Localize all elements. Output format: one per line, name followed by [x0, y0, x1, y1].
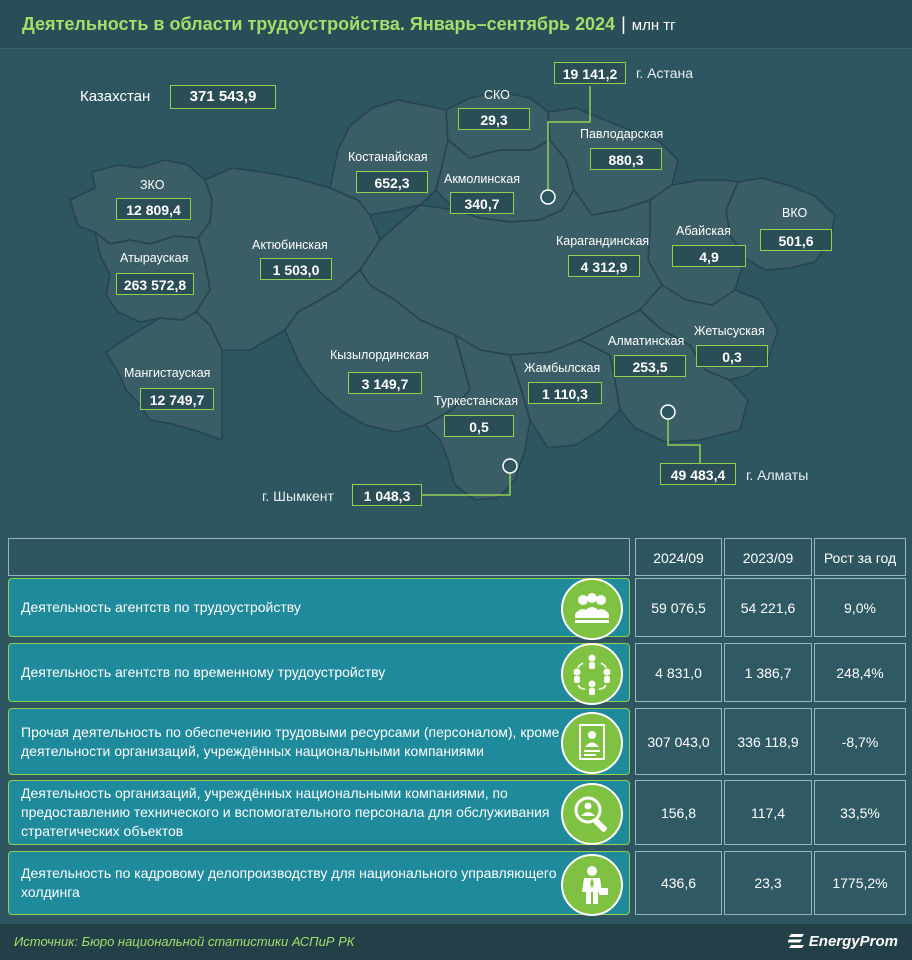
region-value-mangistau: 12 749,7: [140, 388, 214, 410]
title-unit: млн тг: [631, 17, 676, 34]
cell-growth: 9,0%: [814, 578, 906, 637]
region-label-aktobe: Актюбинская: [252, 238, 328, 252]
region-value-almaty-obl: 253,5: [614, 355, 686, 377]
region-label-akmola: Акмолинская: [444, 172, 520, 186]
astana-marker: [541, 190, 555, 204]
header: [0, 0, 912, 49]
page-title: [22, 14, 676, 35]
row-label-text: Деятельность агентств по временному трудоустройству: [21, 664, 386, 680]
cell-growth: 33,5%: [814, 780, 906, 845]
brand-logo: [788, 933, 898, 953]
source-text: Источник: Бюро национальной статистики АСПиР РК: [14, 934, 355, 949]
region-label-pavlodar: Павлодарская: [580, 127, 664, 141]
title-separator: |: [621, 14, 626, 34]
total-value: 371 543,9: [170, 85, 276, 109]
region-value-kyzylorda: 3 149,7: [348, 372, 422, 394]
column-header-growth: Рост за год: [814, 538, 906, 576]
cell-2023: 54 221,6: [724, 578, 812, 637]
table-row-label: [8, 578, 630, 637]
region-label-turkestan: Туркестанская: [434, 394, 518, 408]
cell-2024: 4 831,0: [635, 643, 722, 702]
cell-2024: 156,8: [635, 780, 722, 845]
region-label-almaty-obl: Алматинская: [608, 334, 685, 348]
region-value-pavlodar: 880,3: [590, 148, 662, 170]
column-header-2024: 2024/09: [635, 538, 722, 576]
region-label-abay: Абайская: [676, 224, 731, 238]
cell-growth: -8,7%: [814, 708, 906, 775]
table-row-label: [8, 851, 630, 915]
row-label-text: Деятельность по кадровому делопроизводству для национального управляющего холдинга: [21, 865, 557, 900]
cell-growth: 248,4%: [814, 643, 906, 702]
table-row-label: [8, 708, 630, 775]
city-value-astana: 19 141,2: [554, 62, 626, 84]
table-row-label: [8, 643, 630, 702]
cell-2024: 436,6: [635, 851, 722, 915]
city-value-shymkent: 1 048,3: [352, 484, 422, 506]
table-header-empty: [8, 538, 630, 576]
region-value-turkestan: 0,5: [444, 415, 514, 437]
region-label-kostanay: Костанайская: [348, 150, 428, 164]
table-row-label: [8, 780, 630, 845]
cell-2024: 59 076,5: [635, 578, 722, 637]
region-label-karaganda: Карагандинская: [556, 234, 650, 248]
businessman-icon: [561, 854, 623, 916]
almaty-marker: [661, 405, 675, 419]
title-text: Деятельность в области трудоустройства. Январь–сентябрь 2024: [22, 14, 616, 34]
region-value-atyrau: 263 572,8: [116, 273, 194, 295]
region-value-zhetysu: 0,3: [696, 345, 768, 367]
region-label-mangistau: Мангистауская: [124, 366, 211, 380]
region-label-vko: ВКО: [782, 206, 808, 220]
region-value-zhambyl: 1 110,3: [528, 382, 602, 404]
energyprom-logo-icon: [788, 933, 806, 953]
shymkent-marker: [503, 459, 517, 473]
city-label-astana: г. Астана: [636, 65, 694, 81]
region-value-abay: 4,9: [672, 245, 746, 267]
region-label-zhetysu: Жетысуская: [694, 324, 765, 338]
city-label-shymkent: г. Шымкент: [262, 488, 334, 504]
region-label-atyrau: Атырауская: [120, 251, 189, 265]
region-value-vko: 501,6: [760, 229, 832, 251]
column-header-2023: 2023/09: [724, 538, 812, 576]
cell-2023: 1 386,7: [724, 643, 812, 702]
cell-2023: 336 118,9: [724, 708, 812, 775]
region-label-sko: СКО: [484, 88, 510, 102]
person-search-icon: [561, 783, 623, 845]
region-label-zhambyl: Жамбылская: [524, 361, 601, 375]
total-label: Казахстан: [80, 88, 151, 105]
kazakhstan-map: [0, 48, 912, 528]
region-value-akmola: 340,7: [450, 192, 514, 214]
region-value-karaganda: 4 312,9: [568, 255, 640, 277]
region-value-aktobe: 1 503,0: [260, 258, 332, 280]
city-value-almaty: 49 483,4: [660, 463, 736, 485]
region-value-sko: 29,3: [458, 108, 530, 130]
row-label-text: Деятельность агентств по трудоустройству: [21, 599, 301, 615]
region-value-zko: 12 809,4: [116, 198, 191, 220]
footer: [0, 924, 912, 960]
region-label-kyzylorda: Кызылординская: [330, 348, 429, 362]
region-value-kostanay: 652,3: [356, 171, 428, 193]
rotation-people-icon: [561, 643, 623, 705]
group-icon: [561, 578, 623, 640]
cell-2023: 23,3: [724, 851, 812, 915]
row-label-text: Деятельность организаций, учреждённых национальными компаниями, по предоставлению технического и вспомогательного персонала для обслуживания стратегических объектов: [21, 785, 550, 839]
city-label-almaty: г. Алматы: [746, 467, 809, 483]
row-label-text: Прочая деятельность по обеспечению трудовыми ресурсами (персоналом), кроме деятельности организаций, учреждённых национальными компаниями: [21, 723, 560, 759]
brand-name: EnergyProm: [808, 933, 898, 950]
cell-2023: 117,4: [724, 780, 812, 845]
resume-document-icon: [561, 712, 623, 774]
region-label-zko: ЗКО: [140, 178, 165, 192]
cell-growth: 1775,2%: [814, 851, 906, 915]
cell-2024: 307 043,0: [635, 708, 722, 775]
